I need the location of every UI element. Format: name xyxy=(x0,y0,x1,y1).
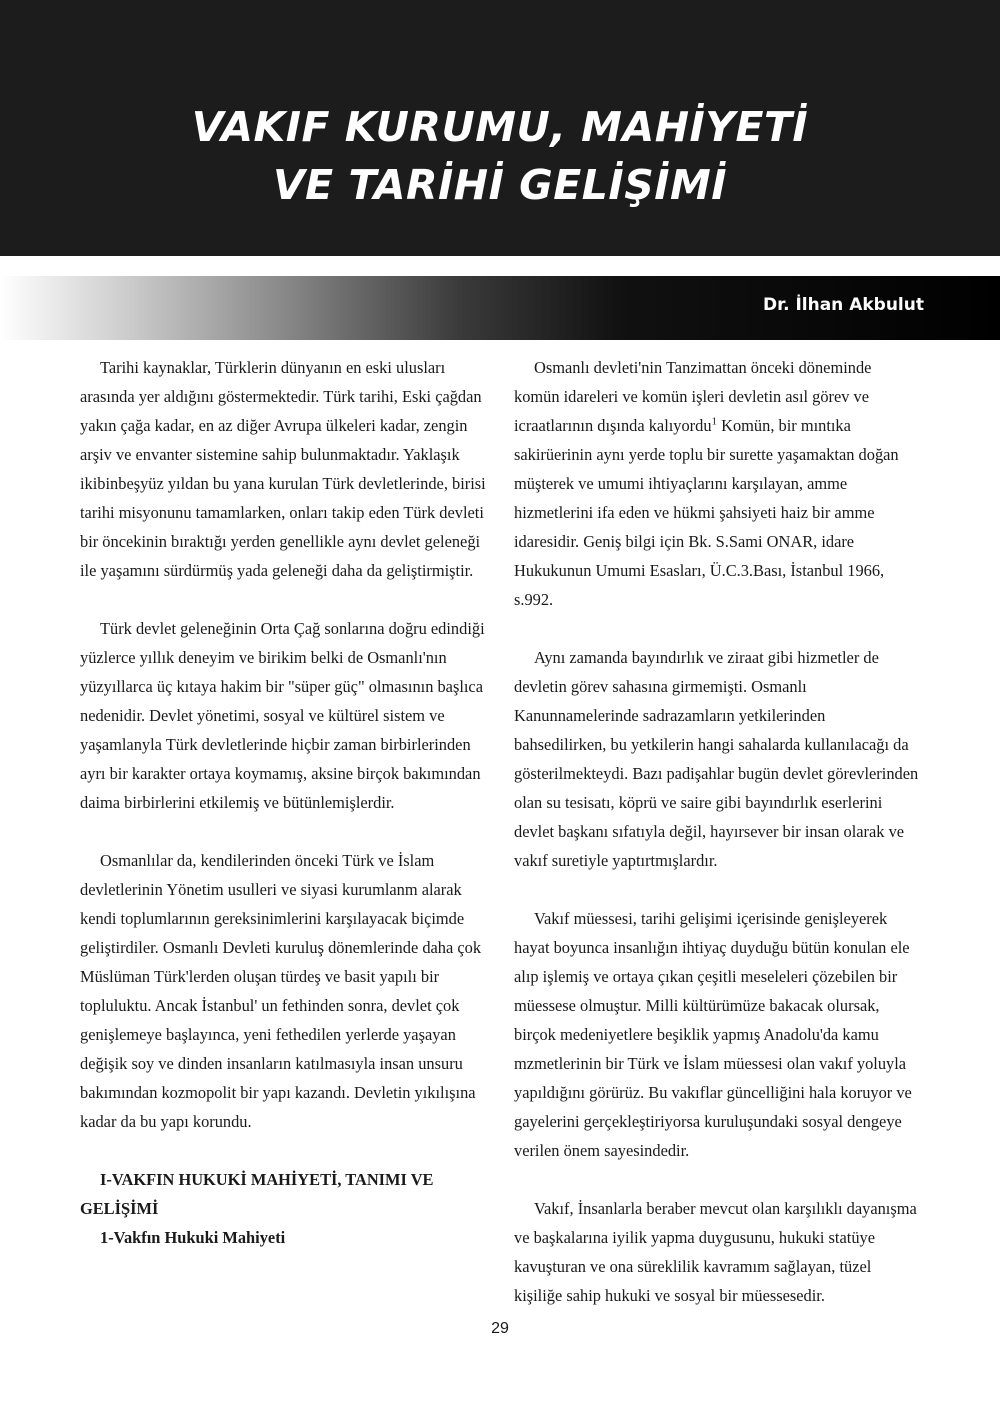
right-column xyxy=(514,353,920,1310)
author-band xyxy=(0,276,1000,340)
paragraph-spacer xyxy=(514,1165,920,1194)
paragraph: Vakıf, İnsanlarla beraber mevcut olan karşılıklı dayanışma ve başkalarına iyilik yapma duygusunu, hukuki statüye kavuşturan ve ona süreklilik kavramım sağlayan, tüzel kişiliğe sahip hukuki ve sosyal bir müessesedir. xyxy=(514,1199,917,1305)
paragraph: Türk devlet geleneğinin Orta Çağ sonlarına doğru edindiği yüzlerce yıllık deneyim ve birikim belki de Osmanlı'nın yüzyıllarca üç kıtaya hakim bir "süper güç" olmasının başlıca nedenidir. Devlet yönetimi, sosyal ve kültürel sistem ve yaşamlanyla Türk devletlerinde hiçbir zaman birbirlerinden ayrı bir karakter ortaya koymamış, aksine birçok bakımından daima birbirlerini etkilemiş ve bütünlemişlerdir. xyxy=(80,619,485,812)
paragraph xyxy=(514,353,920,614)
paragraph-spacer xyxy=(514,875,920,904)
paragraph: Vakıf müessesi, tarihi gelişimi içerisinde genişleyerek hayat boyunca insanlığın ihtiyaç duyduğu bütün konulan ele alıp işlemiş ve ortaya çıkan çeşitli meseleleri çözebilen bir müessese olmuştur. Milli kültürümüze bakacak olursak, birçok medeniyetlere beşiklik yapmış Anadolu'da kamu mzmetlerinin bir Türk ve İslam müessesi olan vakıf yoluyla yapıldığını görürüz. Bu vakıflar güncelliğini hala koruyor ve gayelerini gerçekleştiriyorsa kuruluşundaki sosyal dengeye verilen önem sayesindedir. xyxy=(514,909,912,1160)
footnote-marker: 1 xyxy=(711,415,718,428)
paragraph: Tarihi kaynaklar, Türklerin dünyanın en eski ulusları arasında yer aldığını göstermektedir. Türk tarihi, Eski çağdan yakın çağa kadar, en az diğer Avrupa ülkeleri kadar, zengin arşiv ve envanter sistemine sahip bulunmaktadır. Yaklaşık ikibinbeşyüz yıldan bu yana kurulan Türk devletlerinde, birisi tarihi misyonunu tamamlarken, onları takip eden Türk devleti bir öncekinin bıraktığı yerden genellikle aynı devlet geleneği ile yaşamını sürdürmüş yada geleneği daha da geliştirmiştir. xyxy=(80,358,486,580)
page-number: 29 xyxy=(491,1320,509,1337)
article-title-line-2: VE TARİHİ GELİŞİMİ xyxy=(272,161,728,209)
subsection-heading: 1-Vakfın Hukuki Mahiyeti xyxy=(100,1228,286,1247)
section-heading: I-VAKFIN HUKUKİ MAHİYETİ, TANIMI VE GELİŞİMİ xyxy=(80,1170,434,1218)
paragraph-spacer xyxy=(80,585,486,614)
article-title xyxy=(0,98,1000,214)
left-column xyxy=(80,353,486,1252)
paragraph: Osmanlılar da, kendilerinden önceki Türk ve İslam devletlerinin Yönetim usulleri ve siyasi kurumlanm alarak kendi toplumlarının gereksinimlerini karşılayacak biçimde geliştirdiler. Osmanlı Devleti kuruluş dönemlerinde daha çok Müslüman Türk'lerden oluşan türdeş ve basit yapılı bir topluluktu. Ancak İstanbul' un fethinden sonra, devlet çok genişlemeye başlayınca, yeni fethedilen yerlerde yaşayan değişik soy ve dinden insanların katılmasıyla insan unsuru bakımından kozmopolit bir yapı kazandı. Devletin yıkılışına kadar da bu yapı korundu. xyxy=(80,851,482,1131)
paragraph-spacer xyxy=(80,1136,486,1165)
paragraph-spacer xyxy=(514,614,920,643)
paragraph-text: Osmanlı devleti'nin Tanzimattan önceki döneminde komün idareleri ve komün işleri devletin asıl görev ve icraatlarının dışında kalıyordu xyxy=(514,358,872,435)
title-band xyxy=(0,0,1000,256)
paragraph: Aynı zamanda bayındırlık ve ziraat gibi hizmetler de devletin görev sahasına girmemişti. Osmanlı Kanunnamelerinde sadrazamların yetkilerinden bahsedilirken, bu yetkilerin hangi sahalarda kullanılacağı da gösterilmekteydi. Bazı padişahlar bugün devlet görevlerinden olan su tesisatı, köprü ve saire gibi bayındırlık eserlerini devlet başkanı sıfatıyla değil, hayırsever bir insan olarak ve vakıf suretiyle yaptırtmışlardır. xyxy=(514,648,919,870)
article-title-line-1: VAKIF KURUMU, MAHİYETİ xyxy=(191,103,809,151)
author-name: Dr. İlhan Akbulut xyxy=(763,295,924,315)
paragraph-text: Komün, bir mıntıka sakirüerinin aynı yerde toplu bir surette yaşamaktan doğan müşterek ve umumi ihtiyaçlarını karşılayan, amme hizmetlerini ifa eden ve hükmi şahsiyeti haiz bir amme idaresidir. Geniş bilgi için Bk. S.Sami ONAR, idare Hukukunun Umumi Esasları, Ü.C.3.Bası, İstanbul 1966, s.992. xyxy=(514,416,899,609)
paragraph-spacer xyxy=(80,817,486,846)
